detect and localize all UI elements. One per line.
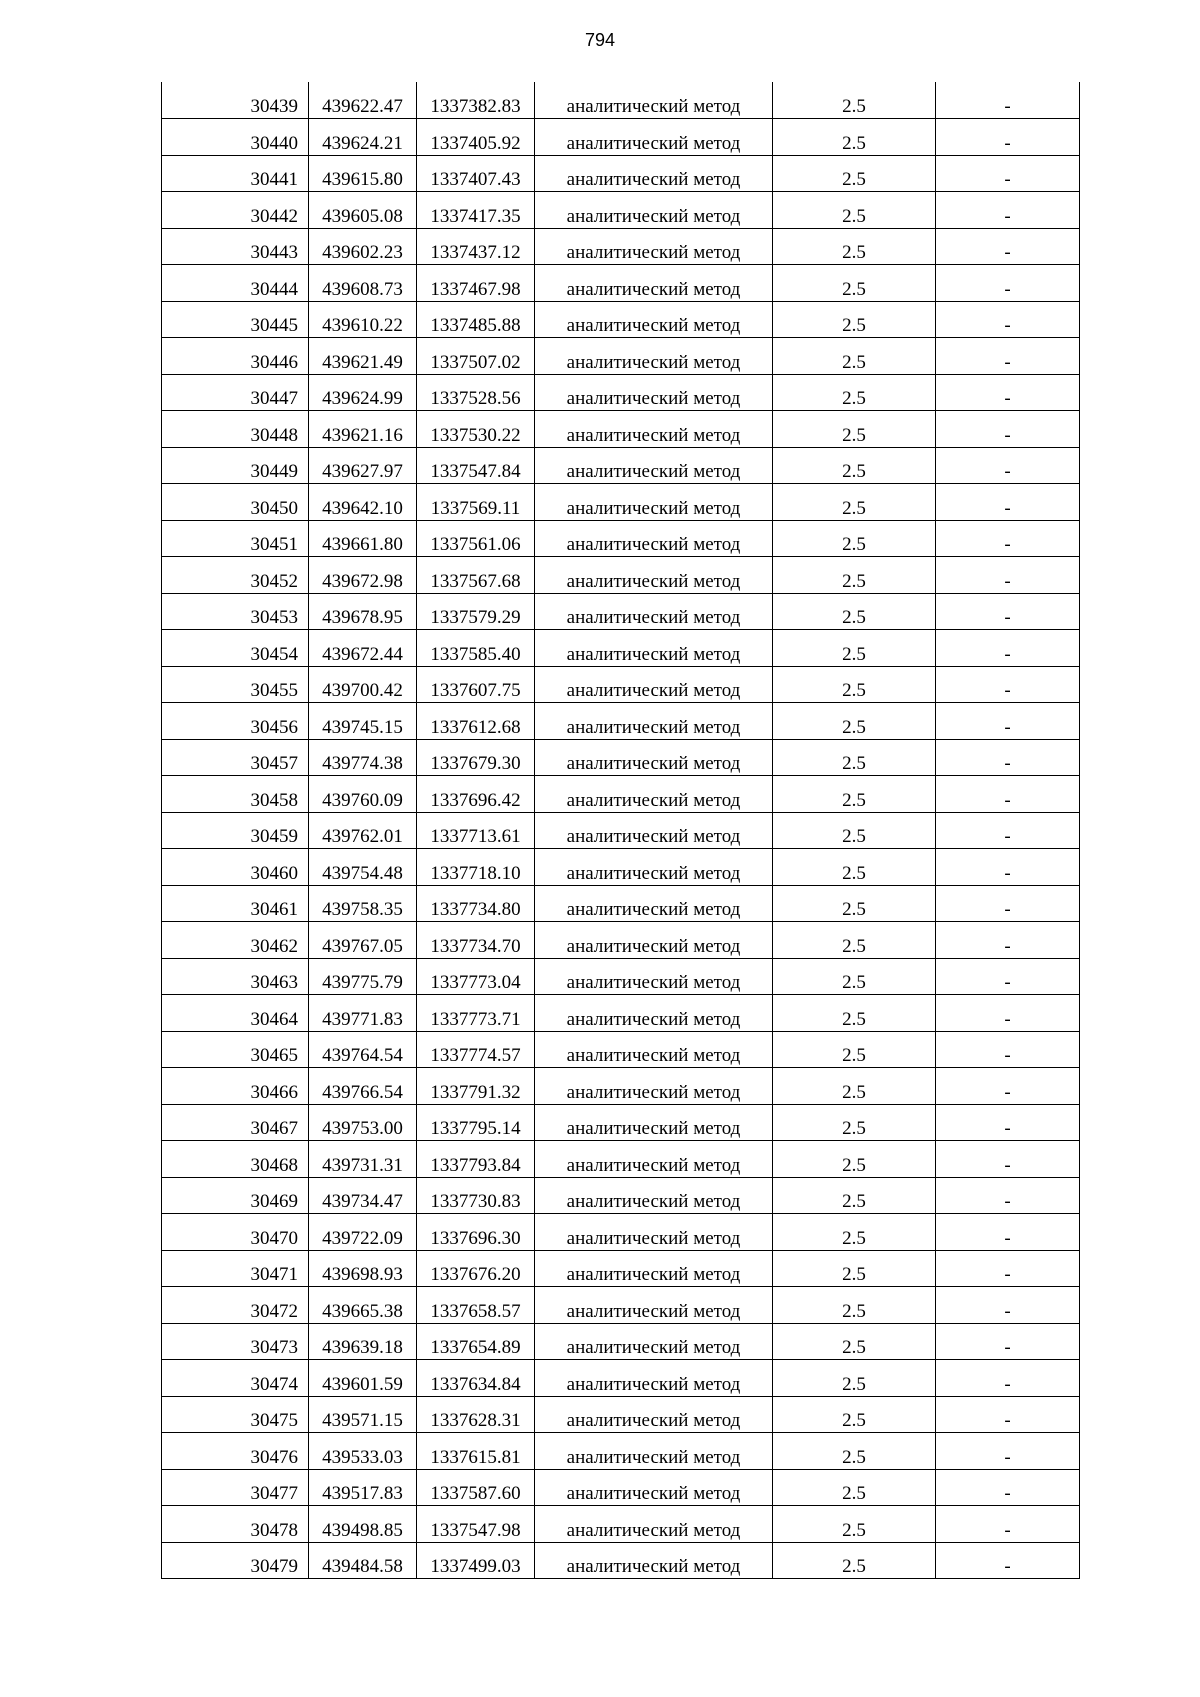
- note-cell: -: [936, 301, 1080, 338]
- table-row: [162, 447, 1080, 484]
- x-coordinate-cell: 439766.54: [309, 1068, 417, 1105]
- point-number-cell: 30462: [162, 922, 309, 959]
- accuracy-cell: 2.5: [773, 411, 936, 448]
- method-cell: аналитический метод: [535, 447, 773, 484]
- point-number-cell: 30450: [162, 484, 309, 521]
- y-coordinate-cell: 1337417.35: [417, 192, 535, 229]
- table-row: [162, 885, 1080, 922]
- table-row: [162, 1433, 1080, 1470]
- x-coordinate-cell: 439753.00: [309, 1104, 417, 1141]
- point-number-cell: 30443: [162, 228, 309, 265]
- point-number-cell: 30459: [162, 812, 309, 849]
- point-number-cell: 30447: [162, 374, 309, 411]
- note-cell: -: [936, 1542, 1080, 1579]
- y-coordinate-cell: 1337530.22: [417, 411, 535, 448]
- point-number-cell: 30461: [162, 885, 309, 922]
- method-cell: аналитический метод: [535, 593, 773, 630]
- point-number-cell: 30451: [162, 520, 309, 557]
- method-cell: аналитический метод: [535, 228, 773, 265]
- note-cell: -: [936, 666, 1080, 703]
- method-cell: аналитический метод: [535, 301, 773, 338]
- point-number-cell: 30457: [162, 739, 309, 776]
- table-row: [162, 593, 1080, 630]
- accuracy-cell: 2.5: [773, 1433, 936, 1470]
- x-coordinate-cell: 439758.35: [309, 885, 417, 922]
- y-coordinate-cell: 1337774.57: [417, 1031, 535, 1068]
- x-coordinate-cell: 439624.99: [309, 374, 417, 411]
- note-cell: -: [936, 958, 1080, 995]
- y-coordinate-cell: 1337773.71: [417, 995, 535, 1032]
- method-cell: аналитический метод: [535, 557, 773, 594]
- point-number-cell: 30440: [162, 119, 309, 156]
- point-number-cell: 30439: [162, 82, 309, 119]
- note-cell: -: [936, 1506, 1080, 1543]
- y-coordinate-cell: 1337654.89: [417, 1323, 535, 1360]
- x-coordinate-cell: 439665.38: [309, 1287, 417, 1324]
- accuracy-cell: 2.5: [773, 1396, 936, 1433]
- accuracy-cell: 2.5: [773, 557, 936, 594]
- y-coordinate-cell: 1337547.98: [417, 1506, 535, 1543]
- accuracy-cell: 2.5: [773, 1250, 936, 1287]
- accuracy-cell: 2.5: [773, 82, 936, 119]
- method-cell: аналитический метод: [535, 265, 773, 302]
- method-cell: аналитический метод: [535, 885, 773, 922]
- point-number-cell: 30460: [162, 849, 309, 886]
- method-cell: аналитический метод: [535, 1469, 773, 1506]
- table-row: [162, 1250, 1080, 1287]
- y-coordinate-cell: 1337547.84: [417, 447, 535, 484]
- x-coordinate-cell: 439608.73: [309, 265, 417, 302]
- method-cell: аналитический метод: [535, 776, 773, 813]
- x-coordinate-cell: 439484.58: [309, 1542, 417, 1579]
- x-coordinate-cell: 439605.08: [309, 192, 417, 229]
- note-cell: -: [936, 228, 1080, 265]
- x-coordinate-cell: 439700.42: [309, 666, 417, 703]
- note-cell: -: [936, 1214, 1080, 1251]
- y-coordinate-cell: 1337407.43: [417, 155, 535, 192]
- note-cell: -: [936, 1250, 1080, 1287]
- y-coordinate-cell: 1337405.92: [417, 119, 535, 156]
- method-cell: аналитический метод: [535, 1104, 773, 1141]
- table-row: [162, 520, 1080, 557]
- note-cell: -: [936, 265, 1080, 302]
- method-cell: аналитический метод: [535, 958, 773, 995]
- method-cell: аналитический метод: [535, 1068, 773, 1105]
- table-row: [162, 1141, 1080, 1178]
- point-number-cell: 30445: [162, 301, 309, 338]
- method-cell: аналитический метод: [535, 849, 773, 886]
- table-row: [162, 119, 1080, 156]
- note-cell: -: [936, 82, 1080, 119]
- accuracy-cell: 2.5: [773, 666, 936, 703]
- note-cell: -: [936, 1104, 1080, 1141]
- point-number-cell: 30475: [162, 1396, 309, 1433]
- accuracy-cell: 2.5: [773, 119, 936, 156]
- note-cell: -: [936, 1287, 1080, 1324]
- table-row: [162, 1360, 1080, 1397]
- y-coordinate-cell: 1337382.83: [417, 82, 535, 119]
- note-cell: -: [936, 1433, 1080, 1470]
- table-row: [162, 776, 1080, 813]
- table-row: [162, 958, 1080, 995]
- accuracy-cell: 2.5: [773, 484, 936, 521]
- point-number-cell: 30455: [162, 666, 309, 703]
- y-coordinate-cell: 1337585.40: [417, 630, 535, 667]
- accuracy-cell: 2.5: [773, 1323, 936, 1360]
- table-row: [162, 1068, 1080, 1105]
- method-cell: аналитический метод: [535, 1433, 773, 1470]
- x-coordinate-cell: 439672.44: [309, 630, 417, 667]
- method-cell: аналитический метод: [535, 1031, 773, 1068]
- note-cell: -: [936, 739, 1080, 776]
- accuracy-cell: 2.5: [773, 1104, 936, 1141]
- point-number-cell: 30453: [162, 593, 309, 630]
- note-cell: -: [936, 593, 1080, 630]
- note-cell: -: [936, 155, 1080, 192]
- point-number-cell: 30467: [162, 1104, 309, 1141]
- method-cell: аналитический метод: [535, 1250, 773, 1287]
- x-coordinate-cell: 439610.22: [309, 301, 417, 338]
- point-number-cell: 30478: [162, 1506, 309, 1543]
- accuracy-cell: 2.5: [773, 447, 936, 484]
- accuracy-cell: 2.5: [773, 1542, 936, 1579]
- note-cell: -: [936, 703, 1080, 740]
- x-coordinate-cell: 439774.38: [309, 739, 417, 776]
- table-row: [162, 338, 1080, 375]
- y-coordinate-cell: 1337773.04: [417, 958, 535, 995]
- x-coordinate-cell: 439698.93: [309, 1250, 417, 1287]
- y-coordinate-cell: 1337628.31: [417, 1396, 535, 1433]
- accuracy-cell: 2.5: [773, 192, 936, 229]
- method-cell: аналитический метод: [535, 1542, 773, 1579]
- method-cell: аналитический метод: [535, 703, 773, 740]
- x-coordinate-cell: 439775.79: [309, 958, 417, 995]
- note-cell: -: [936, 995, 1080, 1032]
- accuracy-cell: 2.5: [773, 374, 936, 411]
- y-coordinate-cell: 1337612.68: [417, 703, 535, 740]
- note-cell: -: [936, 1031, 1080, 1068]
- method-cell: аналитический метод: [535, 82, 773, 119]
- method-cell: аналитический метод: [535, 374, 773, 411]
- table-row: [162, 1287, 1080, 1324]
- point-number-cell: 30474: [162, 1360, 309, 1397]
- x-coordinate-cell: 439571.15: [309, 1396, 417, 1433]
- accuracy-cell: 2.5: [773, 995, 936, 1032]
- y-coordinate-cell: 1337679.30: [417, 739, 535, 776]
- accuracy-cell: 2.5: [773, 228, 936, 265]
- y-coordinate-cell: 1337528.56: [417, 374, 535, 411]
- point-number-cell: 30471: [162, 1250, 309, 1287]
- point-number-cell: 30466: [162, 1068, 309, 1105]
- x-coordinate-cell: 439533.03: [309, 1433, 417, 1470]
- y-coordinate-cell: 1337634.84: [417, 1360, 535, 1397]
- method-cell: аналитический метод: [535, 739, 773, 776]
- point-number-cell: 30476: [162, 1433, 309, 1470]
- table-row: [162, 1542, 1080, 1579]
- point-number-cell: 30456: [162, 703, 309, 740]
- note-cell: -: [936, 447, 1080, 484]
- method-cell: аналитический метод: [535, 411, 773, 448]
- y-coordinate-cell: 1337696.30: [417, 1214, 535, 1251]
- y-coordinate-cell: 1337569.11: [417, 484, 535, 521]
- point-number-cell: 30463: [162, 958, 309, 995]
- note-cell: -: [936, 484, 1080, 521]
- point-number-cell: 30442: [162, 192, 309, 229]
- method-cell: аналитический метод: [535, 192, 773, 229]
- y-coordinate-cell: 1337730.83: [417, 1177, 535, 1214]
- x-coordinate-cell: 439624.21: [309, 119, 417, 156]
- x-coordinate-cell: 439754.48: [309, 849, 417, 886]
- accuracy-cell: 2.5: [773, 1287, 936, 1324]
- point-number-cell: 30458: [162, 776, 309, 813]
- y-coordinate-cell: 1337791.32: [417, 1068, 535, 1105]
- point-number-cell: 30452: [162, 557, 309, 594]
- note-cell: -: [936, 557, 1080, 594]
- note-cell: -: [936, 885, 1080, 922]
- y-coordinate-cell: 1337734.80: [417, 885, 535, 922]
- note-cell: -: [936, 812, 1080, 849]
- note-cell: -: [936, 922, 1080, 959]
- accuracy-cell: 2.5: [773, 958, 936, 995]
- y-coordinate-cell: 1337734.70: [417, 922, 535, 959]
- y-coordinate-cell: 1337607.75: [417, 666, 535, 703]
- accuracy-cell: 2.5: [773, 1469, 936, 1506]
- y-coordinate-cell: 1337587.60: [417, 1469, 535, 1506]
- method-cell: аналитический метод: [535, 922, 773, 959]
- table-row: [162, 557, 1080, 594]
- note-cell: -: [936, 1323, 1080, 1360]
- x-coordinate-cell: 439639.18: [309, 1323, 417, 1360]
- y-coordinate-cell: 1337507.02: [417, 338, 535, 375]
- note-cell: -: [936, 1360, 1080, 1397]
- table-row: [162, 1469, 1080, 1506]
- note-cell: -: [936, 1141, 1080, 1178]
- note-cell: -: [936, 520, 1080, 557]
- x-coordinate-cell: 439731.31: [309, 1141, 417, 1178]
- table-row: [162, 1396, 1080, 1433]
- x-coordinate-cell: 439661.80: [309, 520, 417, 557]
- point-number-cell: 30464: [162, 995, 309, 1032]
- method-cell: аналитический метод: [535, 119, 773, 156]
- point-number-cell: 30444: [162, 265, 309, 302]
- method-cell: аналитический метод: [535, 155, 773, 192]
- y-coordinate-cell: 1337499.03: [417, 1542, 535, 1579]
- note-cell: -: [936, 849, 1080, 886]
- note-cell: -: [936, 1469, 1080, 1506]
- y-coordinate-cell: 1337795.14: [417, 1104, 535, 1141]
- accuracy-cell: 2.5: [773, 1177, 936, 1214]
- x-coordinate-cell: 439642.10: [309, 484, 417, 521]
- table-row: [162, 1214, 1080, 1251]
- table-row: [162, 374, 1080, 411]
- point-number-cell: 30448: [162, 411, 309, 448]
- accuracy-cell: 2.5: [773, 520, 936, 557]
- table-row: [162, 812, 1080, 849]
- table-row: [162, 82, 1080, 119]
- x-coordinate-cell: 439615.80: [309, 155, 417, 192]
- accuracy-cell: 2.5: [773, 922, 936, 959]
- accuracy-cell: 2.5: [773, 739, 936, 776]
- note-cell: -: [936, 374, 1080, 411]
- accuracy-cell: 2.5: [773, 1360, 936, 1397]
- table-row: [162, 849, 1080, 886]
- y-coordinate-cell: 1337467.98: [417, 265, 535, 302]
- method-cell: аналитический метод: [535, 1141, 773, 1178]
- y-coordinate-cell: 1337658.57: [417, 1287, 535, 1324]
- accuracy-cell: 2.5: [773, 1068, 936, 1105]
- point-number-cell: 30441: [162, 155, 309, 192]
- accuracy-cell: 2.5: [773, 1506, 936, 1543]
- method-cell: аналитический метод: [535, 1360, 773, 1397]
- accuracy-cell: 2.5: [773, 1214, 936, 1251]
- accuracy-cell: 2.5: [773, 1031, 936, 1068]
- table-row: [162, 1506, 1080, 1543]
- x-coordinate-cell: 439517.83: [309, 1469, 417, 1506]
- point-number-cell: 30469: [162, 1177, 309, 1214]
- note-cell: -: [936, 776, 1080, 813]
- accuracy-cell: 2.5: [773, 1141, 936, 1178]
- x-coordinate-cell: 439762.01: [309, 812, 417, 849]
- x-coordinate-cell: 439601.59: [309, 1360, 417, 1397]
- table-row: [162, 1177, 1080, 1214]
- note-cell: -: [936, 192, 1080, 229]
- table-row: [162, 301, 1080, 338]
- y-coordinate-cell: 1337793.84: [417, 1141, 535, 1178]
- x-coordinate-cell: 439627.97: [309, 447, 417, 484]
- y-coordinate-cell: 1337437.12: [417, 228, 535, 265]
- x-coordinate-cell: 439622.47: [309, 82, 417, 119]
- method-cell: аналитический метод: [535, 1177, 773, 1214]
- accuracy-cell: 2.5: [773, 338, 936, 375]
- method-cell: аналитический метод: [535, 666, 773, 703]
- table-row: [162, 1104, 1080, 1141]
- point-number-cell: 30470: [162, 1214, 309, 1251]
- method-cell: аналитический метод: [535, 520, 773, 557]
- x-coordinate-cell: 439498.85: [309, 1506, 417, 1543]
- method-cell: аналитический метод: [535, 1396, 773, 1433]
- table-row: [162, 411, 1080, 448]
- accuracy-cell: 2.5: [773, 265, 936, 302]
- point-number-cell: 30446: [162, 338, 309, 375]
- table-row: [162, 922, 1080, 959]
- note-cell: -: [936, 630, 1080, 667]
- note-cell: -: [936, 1177, 1080, 1214]
- table-row: [162, 703, 1080, 740]
- point-number-cell: 30449: [162, 447, 309, 484]
- method-cell: аналитический метод: [535, 630, 773, 667]
- note-cell: -: [936, 119, 1080, 156]
- method-cell: аналитический метод: [535, 995, 773, 1032]
- accuracy-cell: 2.5: [773, 849, 936, 886]
- accuracy-cell: 2.5: [773, 155, 936, 192]
- table-row: [162, 739, 1080, 776]
- x-coordinate-cell: 439764.54: [309, 1031, 417, 1068]
- y-coordinate-cell: 1337676.20: [417, 1250, 535, 1287]
- note-cell: -: [936, 1396, 1080, 1433]
- x-coordinate-cell: 439771.83: [309, 995, 417, 1032]
- note-cell: -: [936, 411, 1080, 448]
- point-number-cell: 30479: [162, 1542, 309, 1579]
- x-coordinate-cell: 439621.16: [309, 411, 417, 448]
- table-row: [162, 666, 1080, 703]
- note-cell: -: [936, 1068, 1080, 1105]
- x-coordinate-cell: 439745.15: [309, 703, 417, 740]
- accuracy-cell: 2.5: [773, 593, 936, 630]
- y-coordinate-cell: 1337713.61: [417, 812, 535, 849]
- y-coordinate-cell: 1337485.88: [417, 301, 535, 338]
- x-coordinate-cell: 439672.98: [309, 557, 417, 594]
- table-row: [162, 228, 1080, 265]
- method-cell: аналитический метод: [535, 812, 773, 849]
- accuracy-cell: 2.5: [773, 885, 936, 922]
- x-coordinate-cell: 439602.23: [309, 228, 417, 265]
- method-cell: аналитический метод: [535, 1506, 773, 1543]
- y-coordinate-cell: 1337579.29: [417, 593, 535, 630]
- accuracy-cell: 2.5: [773, 630, 936, 667]
- y-coordinate-cell: 1337696.42: [417, 776, 535, 813]
- point-number-cell: 30454: [162, 630, 309, 667]
- method-cell: аналитический метод: [535, 1287, 773, 1324]
- y-coordinate-cell: 1337561.06: [417, 520, 535, 557]
- y-coordinate-cell: 1337718.10: [417, 849, 535, 886]
- x-coordinate-cell: 439621.49: [309, 338, 417, 375]
- x-coordinate-cell: 439678.95: [309, 593, 417, 630]
- table-row: [162, 630, 1080, 667]
- y-coordinate-cell: 1337615.81: [417, 1433, 535, 1470]
- accuracy-cell: 2.5: [773, 301, 936, 338]
- table-row: [162, 1323, 1080, 1360]
- table-row: [162, 995, 1080, 1032]
- accuracy-cell: 2.5: [773, 776, 936, 813]
- table-row: [162, 155, 1080, 192]
- table-row: [162, 484, 1080, 521]
- point-number-cell: 30468: [162, 1141, 309, 1178]
- point-number-cell: 30477: [162, 1469, 309, 1506]
- page-number: 794: [584, 30, 616, 50]
- accuracy-cell: 2.5: [773, 703, 936, 740]
- point-number-cell: 30465: [162, 1031, 309, 1068]
- coordinates-table: [161, 82, 1080, 1579]
- table-row: [162, 1031, 1080, 1068]
- table-row: [162, 192, 1080, 229]
- y-coordinate-cell: 1337567.68: [417, 557, 535, 594]
- point-number-cell: 30473: [162, 1323, 309, 1360]
- x-coordinate-cell: 439734.47: [309, 1177, 417, 1214]
- method-cell: аналитический метод: [535, 484, 773, 521]
- coordinates-table-body: [162, 82, 1080, 1579]
- method-cell: аналитический метод: [535, 338, 773, 375]
- x-coordinate-cell: 439767.05: [309, 922, 417, 959]
- note-cell: -: [936, 338, 1080, 375]
- point-number-cell: 30472: [162, 1287, 309, 1324]
- table-row: [162, 265, 1080, 302]
- method-cell: аналитический метод: [535, 1214, 773, 1251]
- x-coordinate-cell: 439722.09: [309, 1214, 417, 1251]
- x-coordinate-cell: 439760.09: [309, 776, 417, 813]
- accuracy-cell: 2.5: [773, 812, 936, 849]
- method-cell: аналитический метод: [535, 1323, 773, 1360]
